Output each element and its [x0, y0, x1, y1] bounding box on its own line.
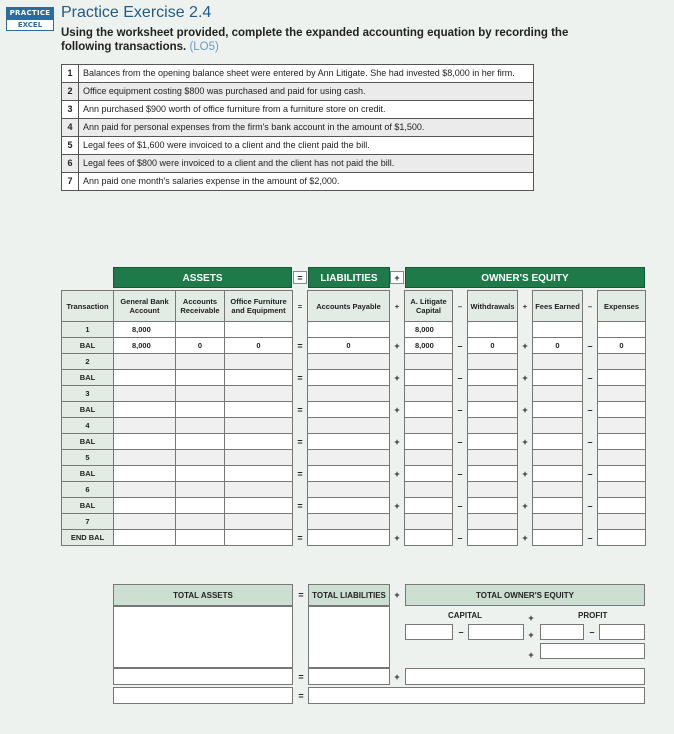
cell-equip[interactable] [225, 370, 293, 386]
cell-expenses[interactable] [598, 386, 646, 402]
cell-capital[interactable] [405, 418, 453, 434]
withdrawals-box[interactable] [468, 624, 524, 640]
cell-cash[interactable] [114, 514, 176, 530]
row-label: BAL [62, 402, 114, 418]
cell-equip[interactable] [225, 498, 293, 514]
operator-gap [583, 482, 598, 498]
cell-equip[interactable] [225, 514, 293, 530]
cell-ar[interactable] [176, 370, 225, 386]
worksheet-row [62, 402, 646, 418]
cell-ap[interactable] [308, 322, 390, 338]
plus-sign: + [522, 372, 528, 383]
worksheet-row [62, 370, 646, 386]
cell-cash[interactable] [114, 386, 176, 402]
transaction-description: Legal fees of $1,600 were invoiced to a client and the client paid the bill. [79, 137, 534, 155]
worksheet-row [62, 354, 646, 370]
operator-gap [293, 514, 308, 530]
row-label: 4 [62, 418, 114, 434]
plus-sign: + [522, 436, 528, 447]
cell-fees[interactable] [533, 322, 583, 338]
plus-sign: + [394, 404, 400, 415]
cell-withdrawals[interactable] [468, 514, 518, 530]
total-liabilities-work-area[interactable] [308, 606, 390, 668]
cell-ar[interactable] [176, 402, 225, 418]
assets-header: ASSETS [113, 267, 292, 288]
cell-expenses[interactable] [598, 402, 646, 418]
row-label: BAL [62, 434, 114, 450]
cell-cash[interactable] [114, 530, 176, 546]
cell-cash[interactable] [114, 354, 176, 370]
cell-equip[interactable] [225, 482, 293, 498]
transaction-description: Ann paid one month's salaries expense in the amount of $2,000. [79, 173, 534, 191]
cell-ar[interactable]: 0 [176, 338, 225, 354]
operator-gap [390, 450, 405, 466]
row-label: 3 [62, 386, 114, 402]
instructions [61, 26, 601, 54]
cell-cash[interactable] [114, 450, 176, 466]
transaction-description: Ann purchased $900 worth of office furniture from a furniture store on credit. [79, 101, 534, 119]
minus-sign: – [457, 372, 463, 383]
operator-gap [518, 450, 533, 466]
total-assets-work-area[interactable] [113, 606, 293, 668]
cell-ap[interactable] [308, 450, 390, 466]
worksheet-column-headers [62, 291, 646, 322]
capital-box[interactable] [405, 624, 453, 640]
plus-sign: + [394, 500, 400, 511]
equals-sign: = [297, 404, 303, 415]
transaction-description: Legal fees of $800 were invoiced to a client and the client has not paid the bill. [79, 155, 534, 173]
equals-sign: = [297, 468, 303, 479]
cell-withdrawals[interactable] [468, 370, 518, 386]
cell-fees[interactable] [533, 466, 583, 482]
plus-sign: + [394, 372, 400, 383]
total-liabilities-bar: TOTAL LIABILITIES [308, 584, 390, 606]
cell-capital[interactable] [405, 514, 453, 530]
operator-gap [390, 482, 405, 498]
cell-ap[interactable] [308, 514, 390, 530]
transaction-row [62, 173, 534, 191]
capital-label: CAPITAL [448, 611, 483, 620]
row-label: 6 [62, 482, 114, 498]
equals-sign: = [297, 340, 303, 351]
operator-gap [518, 482, 533, 498]
cell-capital[interactable]: 8,000 [405, 322, 453, 338]
cell-ar[interactable] [176, 498, 225, 514]
profit-result-box[interactable] [540, 643, 645, 659]
cell-equip[interactable] [225, 418, 293, 434]
cell-withdrawals[interactable] [468, 418, 518, 434]
cell-capital[interactable] [405, 386, 453, 402]
cell-ar[interactable] [176, 482, 225, 498]
cell-expenses[interactable]: 0 [598, 338, 646, 354]
cell-fees[interactable] [533, 530, 583, 546]
practice-excel-badge [6, 7, 54, 31]
header-equals-sign: = [293, 271, 307, 284]
worksheet-row [62, 450, 646, 466]
cell-ap[interactable] [308, 354, 390, 370]
plus-sign: + [394, 468, 400, 479]
operator-gap [390, 514, 405, 530]
cell-capital[interactable] [405, 450, 453, 466]
cell-equip[interactable] [225, 450, 293, 466]
cell-equip[interactable]: 0 [225, 338, 293, 354]
learning-outcome: (LO5) [189, 41, 219, 53]
page-title: Practice Exercise 2.4 [61, 4, 212, 21]
cell-withdrawals[interactable]: 0 [468, 338, 518, 354]
transaction-row [62, 101, 534, 119]
operator-gap [518, 354, 533, 370]
operator-gap [583, 418, 598, 434]
col-capital: A. Litigate Capital [405, 291, 453, 322]
equity-plus-sign: + [528, 650, 534, 660]
transaction-row [62, 119, 534, 137]
worksheet-row [62, 466, 646, 482]
cell-equip[interactable] [225, 354, 293, 370]
cell-expenses[interactable] [598, 370, 646, 386]
minus-sign: – [587, 468, 593, 479]
worksheet-row [62, 386, 646, 402]
plus-sign: + [522, 340, 528, 351]
worksheet-row [62, 498, 646, 514]
col-accounts-payable: Accounts Payable [308, 291, 390, 322]
cell-expenses[interactable] [598, 514, 646, 530]
cell-fees[interactable] [533, 514, 583, 530]
cell-equip[interactable] [225, 402, 293, 418]
cell-capital[interactable] [405, 530, 453, 546]
cell-fees[interactable] [533, 434, 583, 450]
badge-practice: PRACTICE [6, 7, 54, 19]
minus-sign: – [457, 468, 463, 479]
plus-sign: + [394, 436, 400, 447]
cell-ar[interactable] [176, 386, 225, 402]
operator-gap [583, 354, 598, 370]
cell-ap[interactable] [308, 386, 390, 402]
cell-ap[interactable] [308, 418, 390, 434]
operator-gap [293, 482, 308, 498]
profit-label: PROFIT [578, 611, 608, 620]
col-expenses: Expenses [598, 291, 646, 322]
equals-sign: = [298, 691, 304, 701]
minus-sign: – [457, 404, 463, 415]
operator-gap [518, 386, 533, 402]
cell-cash[interactable] [114, 370, 176, 386]
cell-withdrawals[interactable] [468, 386, 518, 402]
plus-sign: + [522, 301, 528, 311]
minus-sign: – [587, 372, 593, 383]
minus-sign: – [457, 532, 463, 543]
cell-cash[interactable] [114, 482, 176, 498]
equity-total-line[interactable] [405, 668, 645, 685]
badge-excel: EXCEL [6, 19, 54, 31]
minus-sign: – [587, 500, 593, 511]
cell-ap[interactable] [308, 530, 390, 546]
operator-gap [293, 418, 308, 434]
equals-sign: = [298, 672, 304, 682]
cell-fees[interactable] [533, 418, 583, 434]
operator-gap [390, 386, 405, 402]
row-label: BAL [62, 338, 114, 354]
profit-minus-sign: – [589, 627, 595, 637]
cell-capital[interactable] [405, 482, 453, 498]
cell-fees[interactable] [533, 386, 583, 402]
cell-expenses[interactable] [598, 466, 646, 482]
cell-withdrawals[interactable] [468, 530, 518, 546]
row-label: 7 [62, 514, 114, 530]
transaction-description: Office equipment costing $800 was purchased and paid for using cash. [79, 83, 534, 101]
worksheet-row [62, 434, 646, 450]
minus-sign: – [587, 301, 593, 311]
cell-fees[interactable] [533, 450, 583, 466]
col-general-bank-account: General Bank Account [114, 291, 176, 322]
cell-ap[interactable] [308, 498, 390, 514]
cell-cash[interactable] [114, 418, 176, 434]
operator-gap [293, 450, 308, 466]
minus-sign: – [587, 532, 593, 543]
fees-box[interactable] [540, 624, 584, 640]
cell-fees[interactable] [533, 370, 583, 386]
cell-withdrawals[interactable] [468, 450, 518, 466]
cell-ap[interactable] [308, 370, 390, 386]
transaction-row [62, 65, 534, 83]
operator-gap [583, 514, 598, 530]
transaction-row [62, 83, 534, 101]
assets-grand-total[interactable] [113, 687, 293, 704]
cell-equip[interactable] [225, 530, 293, 546]
operator-gap [390, 418, 405, 434]
cell-expenses[interactable] [598, 482, 646, 498]
transaction-number: 4 [62, 119, 79, 137]
cell-equip[interactable] [225, 466, 293, 482]
cell-ap[interactable] [308, 434, 390, 450]
instructions-text: Using the worksheet provided, complete the expanded accounting equation by recording the following transactions. [61, 27, 569, 53]
cell-capital[interactable] [405, 370, 453, 386]
operator-gap [518, 514, 533, 530]
cell-equip[interactable] [225, 386, 293, 402]
cell-fees[interactable] [533, 402, 583, 418]
cell-cash[interactable]: 8,000 [114, 322, 176, 338]
col-accounts-receivable: Accounts Receivable [176, 291, 225, 322]
cell-ap[interactable] [308, 466, 390, 482]
col-fees-earned: Fees Earned [533, 291, 583, 322]
operator-gap [583, 386, 598, 402]
cell-equip[interactable] [225, 322, 293, 338]
cell-withdrawals[interactable] [468, 402, 518, 418]
equity-plus-sign: + [528, 630, 534, 640]
cell-expenses[interactable] [598, 498, 646, 514]
operator-gap [390, 354, 405, 370]
transaction-number: 2 [62, 83, 79, 101]
cell-expenses[interactable] [598, 322, 646, 338]
operator-gap [293, 386, 308, 402]
cell-ap[interactable] [308, 482, 390, 498]
plus-sign: + [394, 340, 400, 351]
equals-sign: = [297, 500, 303, 511]
transaction-row [62, 155, 534, 173]
plus-sign: + [522, 500, 528, 511]
transaction-number: 7 [62, 173, 79, 191]
row-label: BAL [62, 370, 114, 386]
cell-withdrawals[interactable] [468, 466, 518, 482]
total-owners-equity-bar: TOTAL OWNER'S EQUITY [405, 584, 645, 606]
worksheet-row-1 [62, 322, 646, 338]
liabilities-total-line[interactable] [308, 668, 390, 685]
equals-sign: = [297, 436, 303, 447]
cell-ar[interactable] [176, 530, 225, 546]
transaction-row [62, 137, 534, 155]
cell-expenses[interactable] [598, 530, 646, 546]
cell-expenses[interactable] [598, 418, 646, 434]
liabilities-header: LIABILITIES [308, 267, 390, 288]
equals-sign: = [297, 372, 303, 383]
plus-sign: + [394, 672, 400, 682]
totals-plus-sign: + [394, 590, 400, 600]
cell-cash[interactable]: 8,000 [114, 338, 176, 354]
transaction-description: Ann paid for personal expenses from the firm's bank account in the amount of $1,500. [79, 119, 534, 137]
cell-ar[interactable] [176, 322, 225, 338]
cell-equip[interactable] [225, 434, 293, 450]
assets-total-line[interactable] [113, 668, 293, 685]
transaction-number: 5 [62, 137, 79, 155]
minus-sign: – [457, 500, 463, 511]
cell-withdrawals[interactable] [468, 322, 518, 338]
cell-fees[interactable] [533, 482, 583, 498]
cell-expenses[interactable] [598, 354, 646, 370]
operator-gap [293, 354, 308, 370]
cell-ar[interactable] [176, 354, 225, 370]
row-label: BAL [62, 466, 114, 482]
plus-sign: + [394, 301, 400, 311]
col-transaction: Transaction [62, 291, 114, 322]
operator-gap [453, 354, 468, 370]
plus-sign: + [522, 468, 528, 479]
owners-equity-header: OWNER'S EQUITY [405, 267, 645, 288]
row-label: 2 [62, 354, 114, 370]
operator-gap [453, 418, 468, 434]
cell-fees[interactable]: 0 [533, 338, 583, 354]
operator-gap [453, 482, 468, 498]
capital-minus-sign: – [458, 627, 464, 637]
equals-sign: = [297, 301, 303, 311]
cell-capital[interactable] [405, 466, 453, 482]
cell-ap[interactable] [308, 402, 390, 418]
worksheet-row [62, 482, 646, 498]
minus-sign: – [587, 404, 593, 415]
row-label: END BAL [62, 530, 114, 546]
liabilities-equity-grand-total[interactable] [308, 687, 645, 704]
cell-cash[interactable] [114, 434, 176, 450]
row-label: 1 [62, 322, 114, 338]
expenses-box[interactable] [599, 624, 645, 640]
cell-ar[interactable] [176, 450, 225, 466]
cell-withdrawals[interactable] [468, 498, 518, 514]
worksheet-row-bal-1 [62, 338, 646, 354]
plus-sign: + [394, 532, 400, 543]
cell-withdrawals[interactable] [468, 482, 518, 498]
cell-withdrawals[interactable] [468, 434, 518, 450]
cell-capital[interactable]: 8,000 [405, 338, 453, 354]
cell-withdrawals[interactable] [468, 354, 518, 370]
cell-ar[interactable] [176, 514, 225, 530]
transaction-description: Balances from the opening balance sheet were entered by Ann Litigate. She had invested $8,000 in her firm. [79, 65, 534, 83]
operator-gap [453, 450, 468, 466]
transactions-table [61, 64, 534, 191]
cell-fees[interactable] [533, 498, 583, 514]
operator-gap [518, 418, 533, 434]
cell-ar[interactable] [176, 434, 225, 450]
worksheet-row [62, 530, 646, 546]
worksheet-row [62, 514, 646, 530]
worksheet-row [62, 418, 646, 434]
totals-equals-sign: = [298, 590, 304, 600]
transaction-number: 6 [62, 155, 79, 173]
cell-fees[interactable] [533, 354, 583, 370]
cell-cash[interactable] [114, 402, 176, 418]
cell-ap[interactable]: 0 [308, 338, 390, 354]
cell-ar[interactable] [176, 466, 225, 482]
cell-capital[interactable] [405, 354, 453, 370]
operator-gap [453, 514, 468, 530]
cell-capital[interactable] [405, 402, 453, 418]
operator-gap [453, 386, 468, 402]
minus-sign: – [457, 340, 463, 351]
cell-cash[interactable] [114, 498, 176, 514]
col-withdrawals: Withdrawals [468, 291, 518, 322]
equity-plus-sign: + [528, 613, 534, 623]
transaction-number: 1 [62, 65, 79, 83]
equals-sign: = [297, 532, 303, 543]
row-label: BAL [62, 498, 114, 514]
cell-capital[interactable] [405, 434, 453, 450]
minus-sign: – [457, 436, 463, 447]
worksheet-table [61, 290, 646, 546]
minus-sign: – [587, 340, 593, 351]
row-label: 5 [62, 450, 114, 466]
minus-sign: – [587, 436, 593, 447]
minus-sign: – [457, 301, 463, 311]
transaction-number: 3 [62, 101, 79, 119]
cell-expenses[interactable] [598, 450, 646, 466]
cell-expenses[interactable] [598, 434, 646, 450]
cell-ar[interactable] [176, 418, 225, 434]
plus-sign: + [522, 532, 528, 543]
operator-gap [583, 450, 598, 466]
cell-cash[interactable] [114, 466, 176, 482]
header-plus-sign: + [390, 271, 404, 284]
total-assets-bar: TOTAL ASSETS [113, 584, 293, 606]
col-office-furniture-equipment: Office Furniture and Equipment [225, 291, 293, 322]
cell-capital[interactable] [405, 498, 453, 514]
plus-sign: + [522, 404, 528, 415]
